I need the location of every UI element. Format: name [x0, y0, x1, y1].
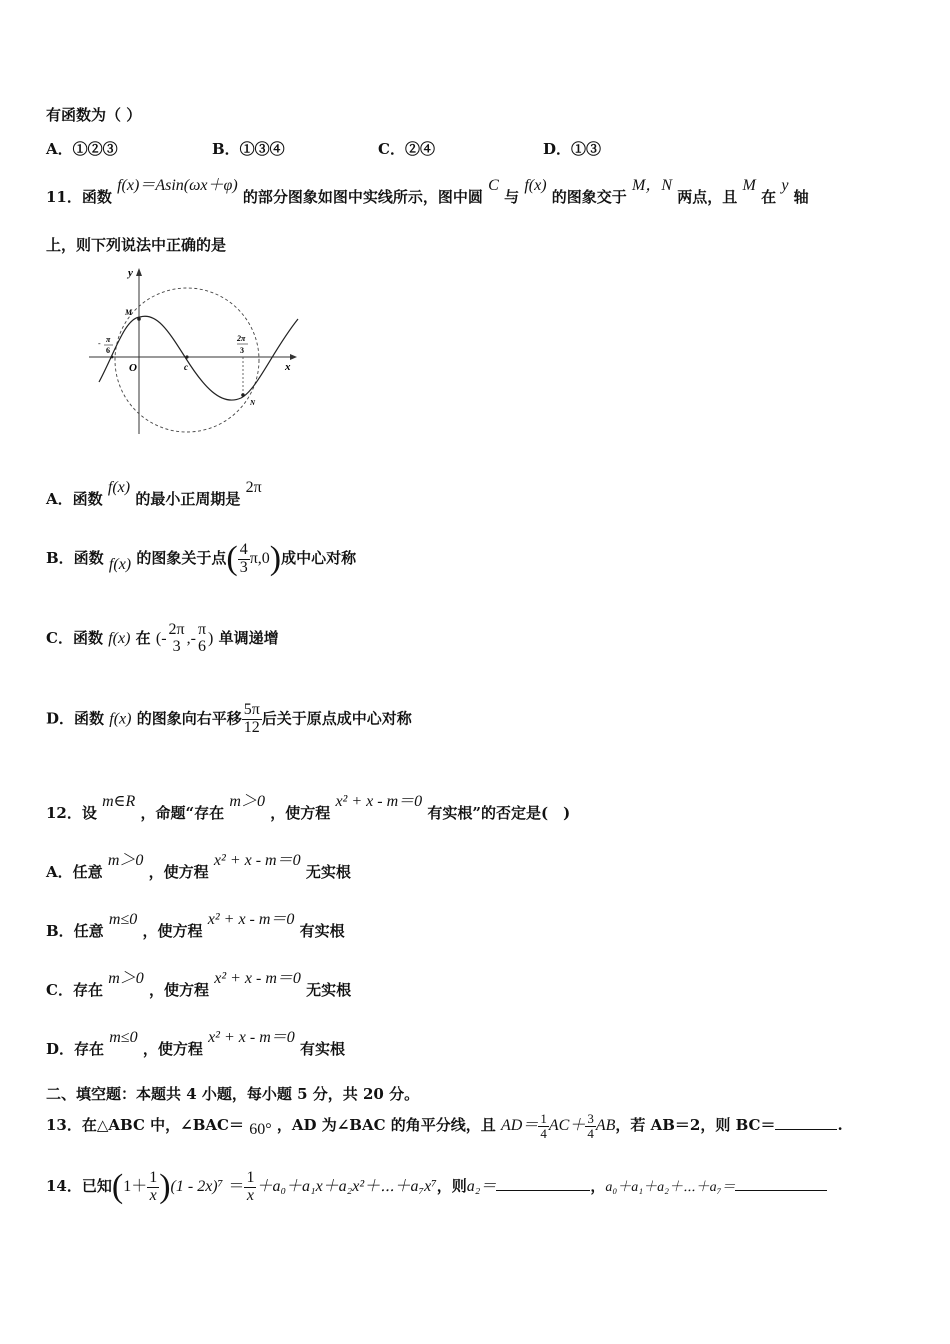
q12-option-d: [46, 1029, 346, 1059]
q12-number: 12．设: [46, 804, 97, 822]
option-label: C．存在: [46, 981, 103, 999]
q12-equation: x² + x - m＝0: [335, 793, 423, 810]
paren-open: (: [111, 1168, 124, 1205]
denominator: x: [149, 1186, 157, 1204]
q11-function: f(x)＝Asin(ωx＋φ): [117, 177, 238, 194]
q11-text: 在: [761, 188, 777, 206]
fraction: [238, 542, 250, 577]
q11-circle-c: C: [488, 177, 499, 194]
fraction: [242, 702, 262, 737]
q11-number: 11．函数: [46, 188, 112, 206]
fraction: [244, 1170, 256, 1205]
fraction: [167, 622, 187, 656]
option-label: B．函数: [46, 549, 104, 567]
option-value: 2π: [245, 479, 262, 496]
q13-text: ，若 AB＝2，则 BC＝: [615, 1116, 776, 1135]
option-text: ，使方程: [148, 863, 209, 881]
denominator: 3: [172, 637, 181, 655]
q12-option-b: [46, 911, 345, 941]
q14-stem: [46, 1168, 827, 1206]
option-equation: x² + x - m＝0: [208, 1029, 295, 1046]
q11-text: 的部分图象如图中实线所示，图中圆: [242, 188, 483, 206]
interval-open: (-: [155, 629, 167, 647]
fraction: [585, 1112, 596, 1140]
numerator: 1: [246, 1168, 255, 1186]
answer-blank[interactable]: [496, 1190, 590, 1191]
option-text: 成中心对称: [281, 549, 357, 567]
q10-option-d: D．①③: [543, 140, 602, 158]
q10-option-b: B．①③④: [212, 140, 285, 158]
option-fx: f(x): [109, 710, 132, 728]
q12-option-c: [46, 970, 352, 1000]
axis-label-y: y: [128, 267, 133, 279]
tick-three: 3: [240, 346, 244, 355]
q12-text: ，命题“存在: [140, 804, 225, 822]
option-label: A．函数: [46, 490, 103, 508]
option-equation: x² + x - m＝0: [207, 911, 295, 928]
paren-close: ): [159, 1168, 171, 1205]
numerator: 4: [239, 540, 248, 558]
q14-text: ，则: [436, 1177, 467, 1195]
option-label: D．存在: [46, 1040, 105, 1058]
numerator: 2π: [168, 621, 185, 638]
option-text: ，使方程: [142, 1040, 203, 1058]
option-fx: f(x): [108, 556, 132, 573]
q11-stem: [46, 177, 809, 207]
q13-text: .: [837, 1116, 843, 1135]
q11-option-c: [46, 622, 279, 656]
option-label: A．任意: [46, 863, 103, 881]
option-text: 有实根: [300, 1040, 346, 1058]
option-text: 单调递增: [218, 628, 279, 647]
axis-label-x: x: [285, 361, 291, 373]
tick-two-pi: 2π: [237, 334, 246, 343]
numerator: 1: [149, 1168, 158, 1186]
option-fx: f(x): [107, 479, 131, 496]
section-title: 二、填空题：本题共 4 小题，每小题 5 分，共 20 分。: [46, 1085, 420, 1103]
fraction: [147, 1170, 159, 1205]
answer-blank[interactable]: [775, 1129, 837, 1130]
point-label-n: N: [250, 399, 256, 407]
option-label: D．函数: [46, 709, 105, 728]
option-condition: m≤0: [109, 1029, 138, 1046]
q14-factor: (1 - 2x)⁷: [170, 1178, 224, 1195]
q11-text: 轴: [793, 188, 809, 206]
fraction: [538, 1112, 549, 1140]
q11-point-m: M: [742, 177, 756, 194]
q11-option-a: [46, 479, 262, 509]
q12-set: m∈R: [102, 793, 136, 810]
origin-label: O: [129, 362, 137, 374]
option-text: 在: [135, 628, 151, 647]
q11-fx: f(x): [524, 177, 547, 194]
option-text: 的图象向右平移: [136, 709, 242, 728]
q14-term: 1＋: [123, 1178, 148, 1195]
tick-minus: -: [98, 339, 101, 348]
tick-pi: π: [106, 335, 111, 344]
q13-stem: [46, 1112, 843, 1140]
option-fx: f(x): [108, 629, 131, 647]
q14-sum: a₀＋a₁＋a₂＋⋯＋a₇＝: [605, 1180, 736, 1195]
q10-option-a: A．①②③: [46, 140, 118, 158]
option-text: 的最小正周期是: [135, 490, 241, 508]
denominator: 12: [243, 718, 260, 736]
numerator: 1: [540, 1111, 547, 1126]
option-text: ，使方程: [148, 981, 209, 999]
sine-circle-figure: [85, 262, 305, 440]
interval-sep: ,-: [186, 629, 196, 647]
q11-text: 与: [504, 188, 520, 206]
q11-text: 的图象交于: [551, 188, 627, 206]
paren-open: (: [226, 540, 238, 577]
q12-stem: [46, 793, 571, 823]
fraction: [196, 622, 208, 656]
option-label: C．函数: [46, 628, 103, 647]
paren-close: ): [269, 540, 282, 577]
denominator: 6: [197, 637, 206, 655]
q14-text: ，: [590, 1177, 606, 1195]
q12-text: 有实根”的否定是( ): [427, 804, 571, 822]
numerator: 5π: [243, 701, 260, 718]
q13-text: 13．在△ABC 中，∠BAC＝: [46, 1116, 244, 1135]
q12-option-a: [46, 852, 351, 882]
numerator: π: [197, 621, 207, 638]
point-tail: π,0: [249, 550, 270, 567]
option-text: ，使方程: [142, 922, 203, 940]
q13-ab: AB: [595, 1117, 616, 1135]
q13-angle: 60°: [249, 1121, 272, 1139]
q14-a2: a₂＝: [466, 1178, 497, 1195]
denominator: 4: [587, 1125, 594, 1141]
answer-blank[interactable]: [735, 1190, 827, 1191]
q14-equals: ＝: [228, 1178, 245, 1195]
option-text: 无实根: [305, 863, 351, 881]
option-condition: m≤0: [108, 911, 138, 928]
option-condition: m＞0: [107, 852, 144, 869]
option-text: 无实根: [306, 981, 352, 999]
denominator: 3: [239, 558, 248, 576]
q14-text: 14．已知: [46, 1177, 112, 1195]
q11-option-d: [46, 702, 412, 737]
q13-ad: AD＝: [501, 1117, 539, 1135]
q12-text: ，使方程: [270, 804, 331, 822]
q11-points: M，N: [632, 177, 673, 194]
option-label: B．任意: [46, 922, 104, 940]
q11-y-axis: y: [781, 177, 789, 194]
interval-close: ): [208, 629, 214, 647]
q13-ac: AC＋: [548, 1117, 586, 1135]
numerator: 3: [587, 1111, 594, 1126]
q13-text: ，AD 为∠BAC 的角平分线，且: [276, 1116, 496, 1135]
point-label-c: c: [184, 362, 188, 372]
tick-six: 6: [106, 346, 110, 355]
q14-series: ＋a₀＋a₁x＋a₂x²＋⋯＋a₇x⁷: [256, 1178, 437, 1195]
option-equation: x² + x - m＝0: [214, 970, 301, 987]
q12-condition: m＞0: [229, 793, 265, 810]
option-equation: x² + x - m＝0: [213, 852, 301, 869]
point-label-m: M: [125, 308, 133, 317]
q11-option-b: [46, 540, 356, 578]
q10-option-c: C．②④: [378, 140, 435, 158]
option-text: 有实根: [299, 922, 345, 940]
q11-stem-line2: 上，则下列说法中正确的是: [46, 236, 227, 254]
denominator: 4: [540, 1125, 547, 1141]
question-fragment: 有函数为（ ）: [46, 106, 142, 124]
q11-text: 两点，且: [677, 188, 738, 206]
option-condition: m＞0: [108, 970, 144, 987]
denominator: x: [246, 1186, 254, 1204]
option-text: 的图象关于点: [136, 549, 227, 567]
option-text: 后关于原点成中心对称: [261, 709, 412, 728]
